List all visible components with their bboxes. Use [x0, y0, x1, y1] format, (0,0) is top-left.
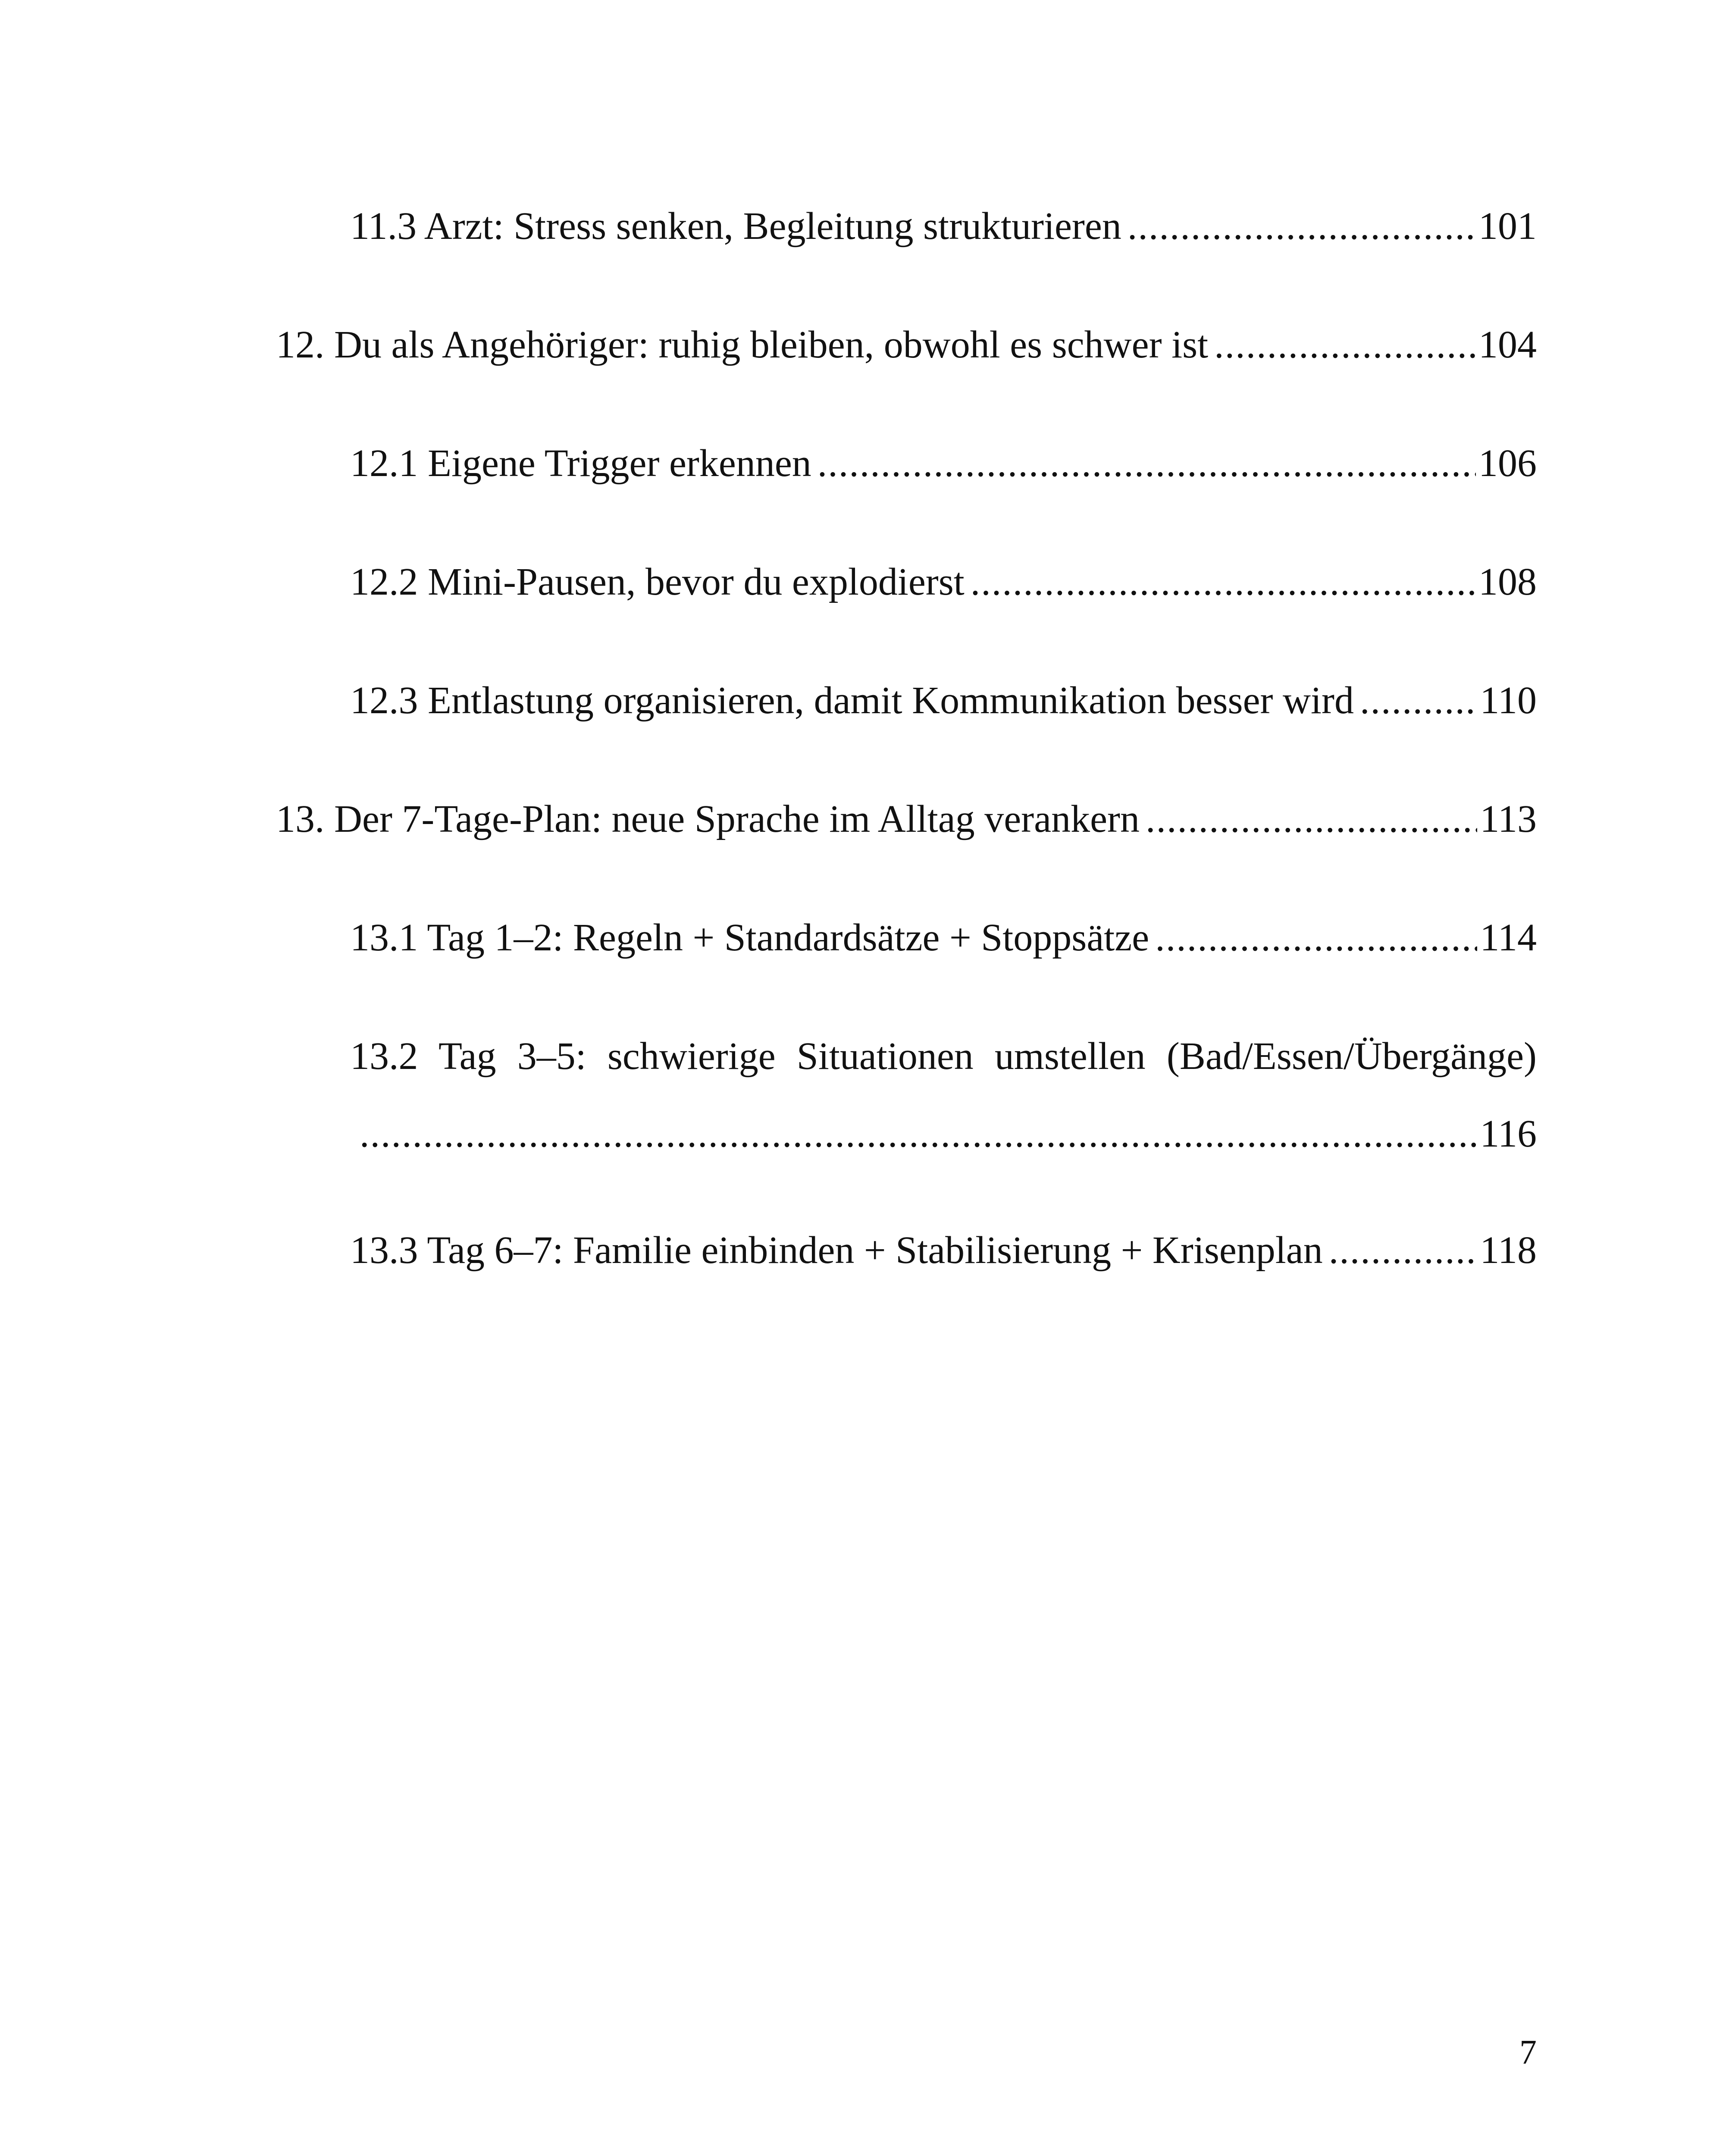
toc-entry-title: 12.1 Eigene Trigger erkennen	[350, 442, 811, 485]
toc-entry-title: 12.3 Entlastung organisieren, damit Kommunikation besser wird	[350, 679, 1354, 722]
page-number: 7	[1519, 2034, 1537, 2071]
toc-entry-title: 13. Der 7-Tage-Plan: neue Sprache im Alltag verankern	[276, 798, 1140, 840]
toc-entry-title: 13.3 Tag 6–7: Familie einbinden + Stabilisierung + Krisenplan	[350, 1229, 1323, 1272]
toc-entry-title: 12.2 Mini-Pausen, bevor du explodierst	[350, 561, 965, 603]
toc-entry-page: 110	[1480, 679, 1537, 722]
toc-entry-title: 11.3 Arzt: Stress senken, Begleitung strukturieren	[350, 205, 1121, 248]
toc-entry-title: 13.2 Tag 3–5: schwierige Situationen umstellen (Bad/Essen/Übergänge)	[350, 1035, 1537, 1078]
toc-entry	[350, 440, 1537, 487]
toc-entry-title: 13.1 Tag 1–2: Regeln + Standardsätze + Stoppsätze	[350, 916, 1149, 959]
toc-dot-leader	[1128, 203, 1476, 250]
toc-entry	[276, 796, 1537, 843]
toc-entry-page: 114	[1480, 916, 1537, 959]
toc-dot-leader	[1155, 914, 1477, 962]
toc-entry	[350, 203, 1537, 250]
toc-entry	[350, 1033, 1537, 1158]
toc-dot-leader	[817, 440, 1476, 487]
toc-entry	[350, 914, 1537, 962]
toc-entry-page: 106	[1478, 442, 1537, 485]
toc-entry-title: 12. Du als Angehöriger: ruhig bleiben, obwohl es schwer ist	[276, 323, 1209, 366]
toc-dot-leader	[1360, 677, 1477, 724]
toc-entry-leader-line	[350, 1110, 1537, 1158]
toc-entry	[350, 558, 1537, 606]
toc-entry-page: 104	[1478, 323, 1537, 366]
toc-entry-page: 101	[1478, 205, 1537, 248]
toc-dot-leader	[1214, 321, 1476, 369]
toc-dot-leader	[360, 1110, 1477, 1158]
toc-entry-page: 116	[1480, 1112, 1537, 1155]
toc-entry	[350, 1227, 1537, 1274]
toc-dot-leader	[1146, 796, 1477, 843]
toc-entry	[350, 677, 1537, 724]
toc-entry-page: 118	[1480, 1229, 1537, 1272]
toc-entry	[276, 321, 1537, 369]
toc-entry-page: 108	[1478, 561, 1537, 603]
toc-dot-leader	[971, 558, 1476, 606]
toc-dot-leader	[1329, 1227, 1478, 1274]
toc-entry-page: 113	[1480, 798, 1537, 840]
